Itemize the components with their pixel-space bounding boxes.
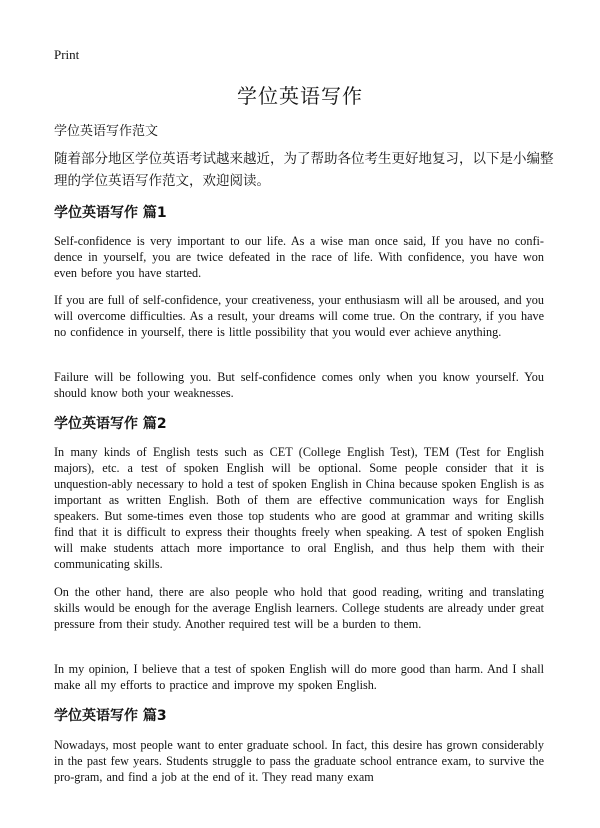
section-1-paragraph-1: Self-confidence is very important to our life. As a wise man once said, If you have no confi-dence in yourself, you are twice defeated in the race of life. With confidence, you have won even before you have started. [54, 234, 544, 280]
section-2-paragraph-3: In my opinion, I believe that a test of spoken English will do more good than harm. And I shall make all my efforts to practice and improve my spoken English. [54, 662, 544, 692]
section-1-paragraph-2: If you are full of self-confidence, your creativeness, your enthusiasm will all be aroused, and you will overcome difficulties. As a result, your dreams will come true. On the contrary, if you have no confidence in yourself, there is little possibility that you would ever achieve anything. [54, 293, 544, 339]
section-3-paragraph-1: Nowadays, most people want to enter graduate school. In fact, this desire has grown considerably in the past few years. Students struggle to pass the graduate school entrance exam, to survive the pro-gram, and find a job at the end of it. They read many exam [54, 738, 544, 784]
section-heading-3: 学位英语写作 篇3 [54, 708, 167, 724]
section-heading-2: 学位英语写作 篇2 [54, 416, 167, 432]
intro-paragraph: 随着部分地区学位英语考试越来越近，为了帮助各位考生更好地复习，以下是小编整理的学位英语写作范文，欢迎阅读。 [54, 151, 554, 189]
section-1-paragraph-3: Failure will be following you. But self-confidence comes only when you know yourself. You should know both your weaknesses. [54, 370, 544, 400]
document-title: 学位英语写作 [237, 84, 363, 108]
section-2-paragraph-1: In many kinds of English tests such as CET (College English Test), TEM (Test for English majors), etc. a test of spoken English will be optional. Some people consider that it is unquestion-ably necessary to hold a test of spoken English in China because spoken English is as important as written English. Both of them are effective communication ways for English speakers. But some-times even those top students who are good at grammar and writing skills find that it is difficult to express their thoughts freely when speaking. A test of spoken English will make students attach more importance to oral English, and thus help them with their communicating skills. [54, 445, 544, 571]
section-heading-1: 学位英语写作 篇1 [54, 205, 167, 221]
section-2-paragraph-2: On the other hand, there are also people who hold that good reading, writing and translating skills would be enough for the average English learners. College students are already under great pressure from their study. Another required test will be a burden to them. [54, 585, 544, 631]
print-link[interactable]: Print [54, 47, 80, 62]
document-subtitle: 学位英语写作范文 [54, 124, 159, 139]
